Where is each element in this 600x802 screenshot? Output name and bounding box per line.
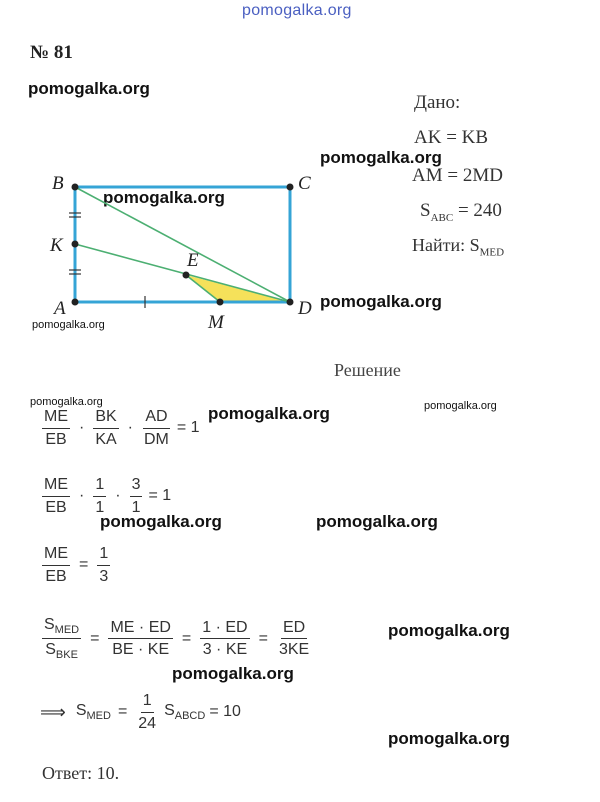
watermark: pomogalka.org (28, 79, 150, 98)
label-b: B (52, 173, 64, 194)
find-sub: MED (479, 246, 505, 259)
given-line-2: AM = 2MD (412, 165, 503, 186)
equation-1 (40, 408, 200, 448)
denominator: BE · KE (112, 641, 170, 659)
rhs (164, 702, 205, 722)
given-line-3-sub: ABC (430, 211, 454, 224)
denominator: 3 · KE (202, 641, 248, 659)
denominator: EB (45, 498, 67, 516)
watermark: pomogalka.org (424, 400, 497, 412)
equals-sign: = (117, 703, 128, 721)
given-line-3-value: = 240 (453, 200, 502, 221)
point-k (72, 241, 79, 248)
subscript: ABCD (174, 710, 206, 723)
label-d: D (298, 298, 312, 319)
numerator: AD (143, 408, 169, 429)
find-label: Найти: S (412, 235, 480, 255)
watermark: pomogalka.org (388, 729, 510, 748)
point-m (217, 299, 224, 306)
equation-2 (40, 476, 171, 516)
equals-sign: = (181, 629, 192, 647)
fraction (142, 408, 171, 448)
label-c: C (298, 173, 311, 194)
denominator: EB (45, 430, 67, 448)
fraction (93, 408, 118, 448)
label-k: K (50, 235, 63, 256)
watermark: pomogalka.org (172, 664, 294, 683)
numerator: 1 (93, 476, 106, 497)
numerator: ME (42, 476, 70, 497)
fraction (136, 692, 158, 732)
watermark: pomogalka.org (32, 319, 105, 331)
equation-5 (40, 692, 241, 732)
point-a (72, 299, 79, 306)
watermark: pomogalka.org (100, 512, 222, 531)
subscript: MED (54, 624, 80, 637)
fraction (108, 619, 172, 659)
operator: · (115, 487, 121, 505)
numerator: ME (42, 545, 70, 566)
label-e: E (187, 250, 199, 271)
watermark: pomogalka.org (30, 396, 103, 408)
equals-sign: = (258, 629, 268, 647)
denominator: 24 (138, 714, 157, 732)
point-c (287, 184, 294, 191)
fraction (93, 476, 106, 516)
numerator: 1 (97, 545, 110, 566)
segment-bd (75, 187, 290, 302)
watermark-top: pomogalka.org (242, 2, 352, 19)
fraction (42, 545, 70, 585)
point-e (183, 272, 190, 279)
label-a: A (54, 298, 66, 319)
given-line-3-s: S (420, 200, 431, 221)
geometry-figure (0, 160, 330, 350)
label-m: M (208, 312, 224, 333)
fraction (42, 616, 81, 662)
subscript: MED (86, 710, 111, 723)
operator: · (127, 419, 133, 437)
equals-sign: = (90, 629, 100, 647)
equation-rhs: = 1 (176, 419, 200, 437)
solution-heading: Решение (334, 360, 401, 380)
equals-sign: = (79, 556, 89, 574)
fraction (42, 408, 70, 448)
subscript: BKE (55, 649, 78, 662)
denominator: DM (144, 430, 169, 448)
watermark: pomogalka.org (316, 512, 438, 531)
equation-4 (40, 616, 313, 662)
area-symbol: S (45, 641, 56, 659)
denominator: 3KE (278, 641, 310, 659)
segment-kd (75, 244, 290, 302)
numerator (42, 616, 81, 639)
denominator: 3 (99, 567, 109, 585)
area-symbol: S (75, 702, 87, 719)
fraction (130, 476, 143, 516)
denominator: KA (95, 430, 117, 448)
given-heading: Дано: (414, 92, 461, 113)
watermark: pomogalka.org (320, 148, 442, 167)
fraction (200, 619, 249, 659)
problem-number: № 81 (30, 42, 73, 63)
denominator (43, 639, 80, 661)
watermark: pomogalka.org (320, 292, 442, 311)
denominator: 1 (95, 498, 105, 516)
equation-result: = 10 (209, 703, 241, 721)
area-symbol: S (44, 616, 55, 633)
point-d (287, 299, 294, 306)
denominator: EB (45, 567, 67, 585)
denominator: 1 (131, 498, 141, 516)
implies-arrow: ⟹ (40, 701, 66, 722)
point-b (72, 184, 79, 191)
find-line (412, 235, 504, 259)
numerator: ME (42, 408, 70, 429)
area-symbol: S (164, 702, 175, 719)
operator: · (79, 487, 85, 505)
fraction (97, 545, 110, 585)
watermark: pomogalka.org (208, 404, 330, 423)
numerator: 1 · ED (200, 619, 249, 640)
operator: · (79, 419, 85, 437)
numerator: 3 (130, 476, 143, 497)
watermark: pomogalka.org (103, 188, 225, 207)
given-line-3 (420, 200, 502, 224)
watermark: pomogalka.org (388, 621, 510, 640)
lhs (76, 702, 111, 722)
fraction (42, 476, 70, 516)
numerator: BK (93, 408, 118, 429)
equation-rhs: = 1 (148, 487, 172, 505)
numerator: ED (281, 619, 307, 640)
equation-3 (40, 545, 112, 585)
fraction (277, 619, 311, 659)
numerator: ME · ED (108, 619, 172, 640)
answer: Ответ: 10. (42, 763, 120, 783)
given-line-1: AK = KB (414, 127, 489, 148)
numerator: 1 (141, 692, 154, 713)
